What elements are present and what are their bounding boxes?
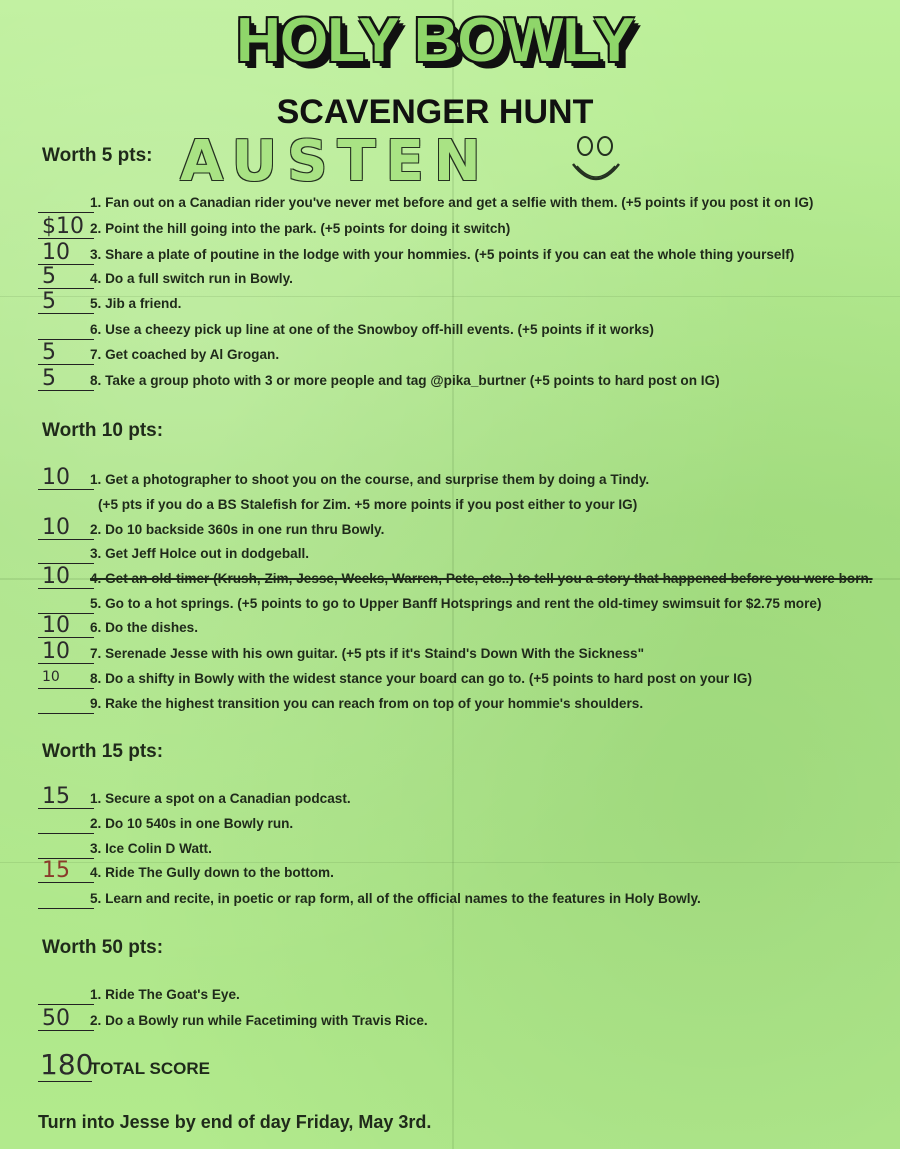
- score-blank[interactable]: [38, 836, 94, 859]
- task-text: 6. Do the dishes.: [90, 620, 199, 635]
- list-item: [38, 786, 888, 812]
- task-text: 3. Get Jeff Holce out in dodgeball.: [90, 546, 310, 561]
- handwritten-name: AUSTEN: [180, 129, 491, 194]
- task-text: 3. Ice Colin D Watt.: [90, 841, 212, 856]
- score-blank[interactable]: [38, 982, 94, 1005]
- list-item: [38, 566, 888, 592]
- list-item: [38, 342, 888, 368]
- score-blank[interactable]: 15: [38, 860, 94, 883]
- list-item: [38, 541, 888, 567]
- score-blank[interactable]: 5: [38, 342, 94, 365]
- section-heading: Worth 5 pts:: [42, 145, 153, 166]
- task-text: 2. Point the hill going into the park. (+5 points for doing it switch): [90, 221, 511, 236]
- task-text: 6. Use a cheezy pick up line at one of the Snowboy off-hill events. (+5 points if it works): [90, 322, 654, 337]
- score-blank[interactable]: [38, 691, 94, 714]
- score-blank[interactable]: 10: [38, 517, 94, 540]
- task-text: 1. Secure a spot on a Canadian podcast.: [90, 791, 351, 806]
- task-text: 8. Take a group photo with 3 or more people and tag @pika_burtner (+5 points to hard post on IG): [90, 373, 720, 388]
- task-text: 2. Do 10 540s in one Bowly run.: [90, 816, 294, 831]
- score-blank[interactable]: 10: [38, 566, 94, 589]
- score-blank[interactable]: [38, 190, 94, 213]
- task-text: 9. Rake the highest transition you can reach from on top of your hommie's shoulders.: [90, 696, 644, 711]
- total-score-label: TOTAL SCORE: [90, 1059, 210, 1078]
- task-text: 5. Learn and recite, in poetic or rap form, all of the official names to the features in Holy Bowly.: [90, 891, 701, 906]
- list-item: [38, 266, 888, 292]
- list-item: [38, 836, 888, 862]
- score-blank[interactable]: 10: [38, 467, 94, 490]
- section-heading: Worth 15 pts:: [42, 741, 164, 762]
- list-item: [38, 811, 888, 837]
- list-item: [38, 1008, 888, 1034]
- task-text: 5. Go to a hot springs. (+5 points to go to Upper Banff Hotsprings and rent the old-timey swimsuit for $2.75 more): [90, 596, 822, 611]
- list-item: [38, 886, 888, 912]
- task-text: 2. Do 10 backside 360s in one run thru Bowly.: [90, 522, 385, 537]
- task-text: 7. Get coached by Al Grogan.: [90, 347, 280, 362]
- list-item: [38, 368, 888, 394]
- turn-in-instructions: Turn into Jesse by end of day Friday, May 3rd.: [38, 1112, 432, 1132]
- total-score-value[interactable]: 180: [40, 1048, 94, 1081]
- list-item: [38, 317, 888, 343]
- task-text: 2. Do a Bowly run while Facetiming with Travis Rice.: [90, 1013, 428, 1028]
- list-item: [38, 591, 888, 617]
- list-item: [38, 190, 888, 216]
- list-item: [38, 615, 888, 641]
- section-heading: Worth 10 pts:: [42, 420, 164, 441]
- score-blank[interactable]: 10: [38, 641, 94, 664]
- task-text: 8. Do a shifty in Bowly with the widest stance your board can go to. (+5 points to hard post on your IG): [90, 671, 752, 686]
- smiley-face-icon: [567, 132, 625, 190]
- score-blank[interactable]: 5: [38, 368, 94, 391]
- score-blank[interactable]: [38, 541, 94, 564]
- score-blank[interactable]: [38, 811, 94, 834]
- task-text: 1. Fan out on a Canadian rider you've never met before and get a selfie with them. (+5 points if you post it on IG): [90, 195, 814, 210]
- total-score-row: [38, 1050, 438, 1084]
- score-blank[interactable]: [38, 886, 94, 909]
- task-text: 3. Share a plate of poutine in the lodge with your hommies. (+5 points if you can eat the whole thing yourself): [90, 247, 795, 262]
- task-continuation: (+5 pts if you do a BS Stalefish for Zim. +5 more points if you post either to your IG): [98, 497, 638, 512]
- score-blank[interactable]: [38, 591, 94, 614]
- score-blank[interactable]: $10: [38, 216, 94, 239]
- task-text: 4. Ride The Gully down to the bottom.: [90, 865, 334, 880]
- task-text: 1. Get a photographer to shoot you on the course, and surprise them by doing a Tindy.: [90, 472, 650, 487]
- task-text: 5. Jib a friend.: [90, 296, 182, 311]
- list-item: [38, 242, 888, 268]
- task-text-struck: 4. Get an old-timer (Krush, Zim, Jesse, Weeks, Warren, Pete, etc..) to tell you a story that happened before you were born.: [90, 571, 873, 586]
- list-item: [38, 860, 888, 886]
- list-item: [38, 216, 888, 242]
- score-blank[interactable]: 5: [38, 266, 94, 289]
- list-item: [38, 291, 888, 317]
- task-text: 7. Serenade Jesse with his own guitar. (+5 pts if it's Staind's Down With the Sickness": [90, 646, 645, 661]
- list-item: [38, 691, 888, 717]
- score-blank[interactable]: 5: [38, 291, 94, 314]
- list-item: [38, 666, 888, 692]
- list-item: [38, 467, 888, 493]
- score-blank[interactable]: 10: [38, 615, 94, 638]
- score-blank[interactable]: 10: [38, 242, 94, 265]
- score-blank[interactable]: 50: [38, 1008, 94, 1031]
- score-blank[interactable]: [38, 317, 94, 340]
- page-subtitle: SCAVENGER HUNT: [276, 93, 594, 131]
- page-title: HOLY BOWLY: [236, 6, 634, 75]
- section-heading: Worth 50 pts:: [42, 937, 164, 958]
- score-blank[interactable]: 10: [38, 666, 94, 689]
- task-text: 1. Ride The Goat's Eye.: [90, 987, 240, 1002]
- list-item: [38, 982, 888, 1008]
- list-item: [38, 517, 888, 543]
- score-blank[interactable]: 15: [38, 786, 94, 809]
- list-item: [38, 641, 888, 667]
- task-text: 4. Do a full switch run in Bowly.: [90, 271, 293, 286]
